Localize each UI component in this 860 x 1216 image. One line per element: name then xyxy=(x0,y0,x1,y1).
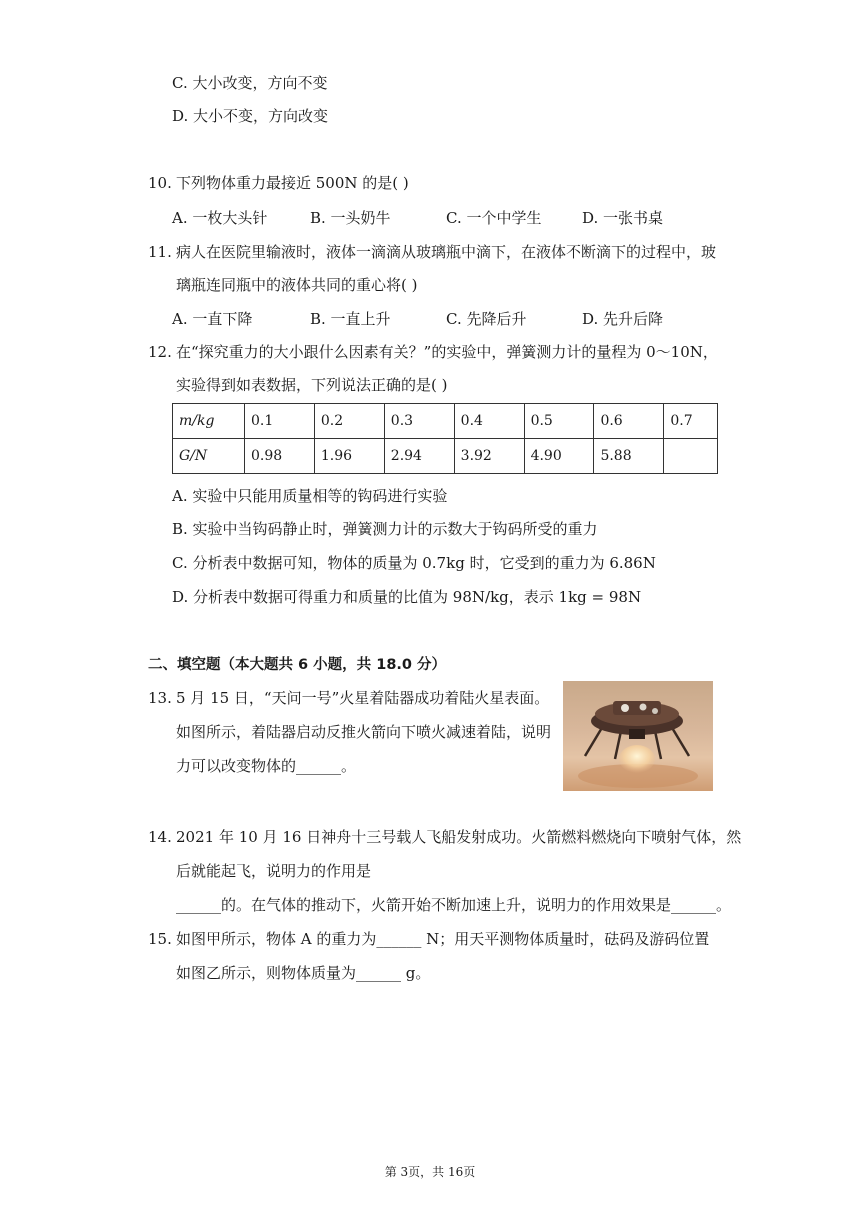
question-text: 实验得到如表数据，下列说法正确的是( ) xyxy=(176,376,448,394)
option-c: C. 先降后升 xyxy=(446,310,527,328)
question-text: 后就能起飞，说明力的作用是 xyxy=(176,862,372,880)
question-number: 13. xyxy=(148,689,172,707)
table-cell: 5.88 xyxy=(594,439,664,474)
table-cell: 0.4 xyxy=(454,404,524,439)
question-number: 14. xyxy=(148,828,172,846)
question-number: 15. xyxy=(148,930,172,948)
option-c: C. 分析表中数据可知，物体的质量为 0.7kg 时，它受到的重力为 6.86N xyxy=(172,554,656,572)
table-cell: 0.1 xyxy=(245,404,315,439)
question-text: 下列物体重力最接近 500N 的是( ) xyxy=(176,174,409,192)
table-cell: 0.2 xyxy=(314,404,384,439)
mars-lander-image xyxy=(563,681,713,791)
question-text: 在“探究重力的大小跟什么因素有关？”的实验中，弹簧测力计的量程为 0～10N， xyxy=(176,343,718,361)
option-b: B. 一直上升 xyxy=(310,310,391,328)
option-d: D. 分析表中数据可得重力和质量的比值为 98N/kg，表示 1kg = 98N xyxy=(172,588,642,606)
table-cell: 0.7 xyxy=(664,404,718,439)
table-cell: 0.6 xyxy=(594,404,664,439)
option-c: C. 大小改变，方向不变 xyxy=(172,74,328,92)
table-cell: 4.90 xyxy=(524,439,594,474)
table-cell: m/kg xyxy=(173,404,245,439)
option-b: B. 实验中当钩码静止时，弹簧测力计的示数大于钩码所受的重力 xyxy=(172,520,598,538)
question-text: 璃瓶连同瓶中的液体共同的重心将( ) xyxy=(176,276,418,294)
question-text: 病人在医院里输液时，液体一滴滴从玻璃瓶中滴下，在液体不断滴下的过程中，玻 xyxy=(176,243,717,261)
lander-illustration xyxy=(563,681,713,791)
option-d: D. 一张书桌 xyxy=(582,209,664,227)
question-text: 如图乙所示，则物体质量为______ g。 xyxy=(176,964,431,982)
table-cell: 1.96 xyxy=(314,439,384,474)
question-number: 11. xyxy=(148,243,172,261)
table-cell: 0.3 xyxy=(384,404,454,439)
section-heading: 二、填空题（本大题共 6 小题，共 18.0 分） xyxy=(148,657,447,673)
question-text: 力可以改变物体的______。 xyxy=(176,757,357,775)
option-d: D. 大小不变，方向改变 xyxy=(172,107,329,125)
question-number: 12. xyxy=(148,343,172,361)
table-cell: G/N xyxy=(173,439,245,474)
page-footer: 第 3页，共 16页 xyxy=(384,1165,476,1179)
question-text: 如图甲所示，物体 A 的重力为______ N；用天平测物体质量时，砝码及游码位置 xyxy=(176,930,710,948)
table-row xyxy=(173,404,718,439)
question-text: 5 月 15 日，“天问一号”火星着陆器成功着陆火星表面。 xyxy=(176,689,550,707)
option-c: C. 一个中学生 xyxy=(446,209,542,227)
question-text: 2021 年 10 月 16 日神舟十三号载人飞船发射成功。火箭燃料燃烧向下喷射气体，然 xyxy=(176,828,742,846)
option-a: A. 一枚大头针 xyxy=(172,209,268,227)
question-text: ______的。在气体的推动下，火箭开始不断加速上升，说明力的作用效果是______。 xyxy=(176,896,732,914)
table-cell: 0.5 xyxy=(524,404,594,439)
table-cell: 0.98 xyxy=(245,439,315,474)
option-d: D. 先升后降 xyxy=(582,310,664,328)
question-text: 如图所示，着陆器启动反推火箭向下喷火减速着陆，说明 xyxy=(176,723,552,741)
table-cell: 2.94 xyxy=(384,439,454,474)
table-row xyxy=(173,439,718,474)
table-cell: 3.92 xyxy=(454,439,524,474)
option-b: B. 一头奶牛 xyxy=(310,209,391,227)
table-cell xyxy=(664,439,718,474)
data-table xyxy=(172,403,718,474)
option-a: A. 一直下降 xyxy=(172,310,253,328)
question-number: 10. xyxy=(148,174,172,192)
option-a: A. 实验中只能用质量相等的钩码进行实验 xyxy=(172,487,448,505)
